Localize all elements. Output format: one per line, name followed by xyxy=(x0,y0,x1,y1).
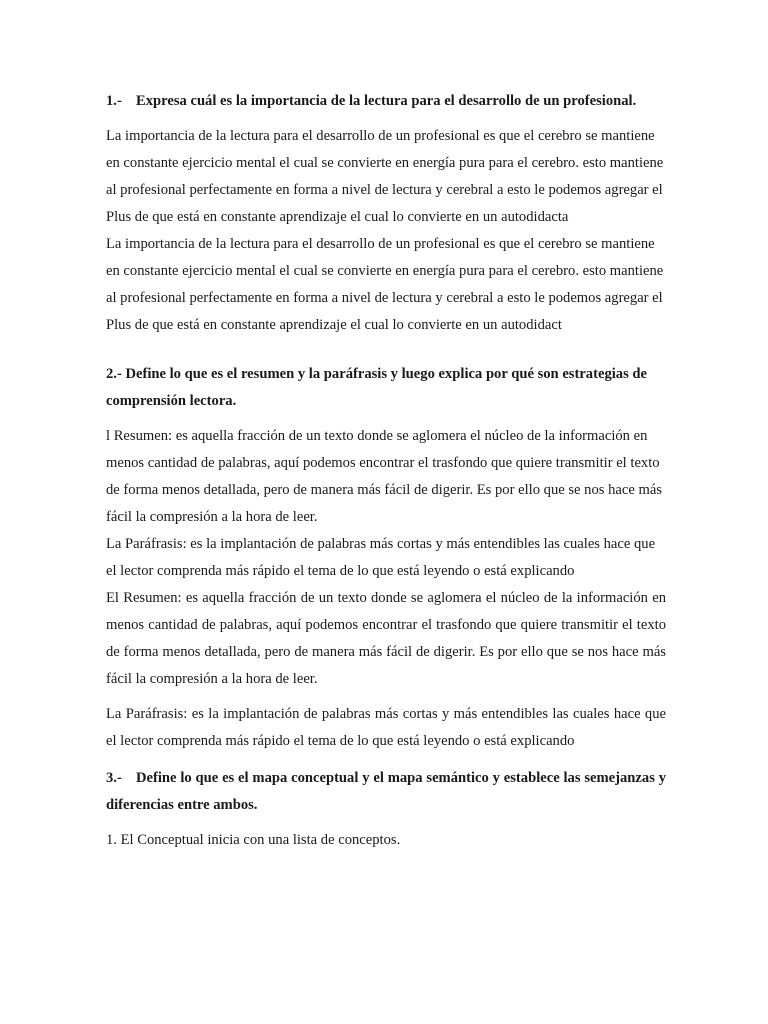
question-2-parafrasis-a: La Paráfrasis: es la implantación de palabras más cortas y más entendibles las cuales hace que el lector comprenda más rápido el tema de lo que está leyendo o está explicando xyxy=(106,536,656,579)
question-2-resumen-a: l Resumen: es aquella fracción de un texto donde se aglomera el núcleo de la información en menos cantidad de palabras, aquí podemos encontrar el trasfondo que quiere transmitir el texto de forma menos detallada, pero de manera más fácil de digerir. Es por ello que se nos hace más fácil la compresión a la hora de leer. xyxy=(106,428,662,525)
question-1-heading xyxy=(106,88,666,115)
question-3-number: 3.- xyxy=(106,770,122,786)
question-3-title: Define lo que es el mapa conceptual y el mapa semántico y establece las semejanzas y diferencias entre ambos. xyxy=(106,770,666,813)
question-2-heading: 2.- Define lo que es el resumen y la paráfrasis y luego explica por qué son estrategias de comprensión lectora. xyxy=(106,366,648,409)
question-3-item-1: 1. El Conceptual inicia con una lista de conceptos. xyxy=(106,832,401,848)
question-3-heading xyxy=(106,765,666,819)
document-page xyxy=(106,88,666,854)
question-1-number: 1.- xyxy=(106,93,122,109)
question-2-parafrasis-b: La Paráfrasis: es la implantación de palabras más cortas y más entendibles las cuales hace que el lector comprenda más rápido el tema de lo que está leyendo o está explicando xyxy=(106,706,666,749)
question-1-answer-a: La importancia de la lectura para el desarrollo de un profesional es que el cerebro se mantiene en constante ejercicio mental el cual se convierte en energía pura para el cerebro. esto mantiene al profesional perfectamente en forma a nivel de lectura y cerebral a esto le podemos agregar el Plus de que está en constante aprendizaje el cual lo convierte en un autodidacta xyxy=(106,128,664,225)
question-1-answer-b: La importancia de la lectura para el desarrollo de un profesional es que el cerebro se mantiene en constante ejercicio mental el cual se convierte en energía pura para el cerebro. esto mantiene al profesional perfectamente en forma a nivel de lectura y cerebral a esto le podemos agregar el Plus de que está en constante aprendizaje el cual lo convierte en un autodidact xyxy=(106,236,664,333)
question-1-title: Expresa cuál es la importancia de la lectura para el desarrollo de un profesional. xyxy=(136,93,637,109)
question-2-resumen-b: El Resumen: es aquella fracción de un texto donde se aglomera el núcleo de la información en menos cantidad de palabras, aquí podemos encontrar el trasfondo que quiere transmitir el texto de forma menos detallada, pero de manera más fácil de digerir. Es por ello que se nos hace más fácil la compresión a la hora de leer. xyxy=(106,590,666,687)
